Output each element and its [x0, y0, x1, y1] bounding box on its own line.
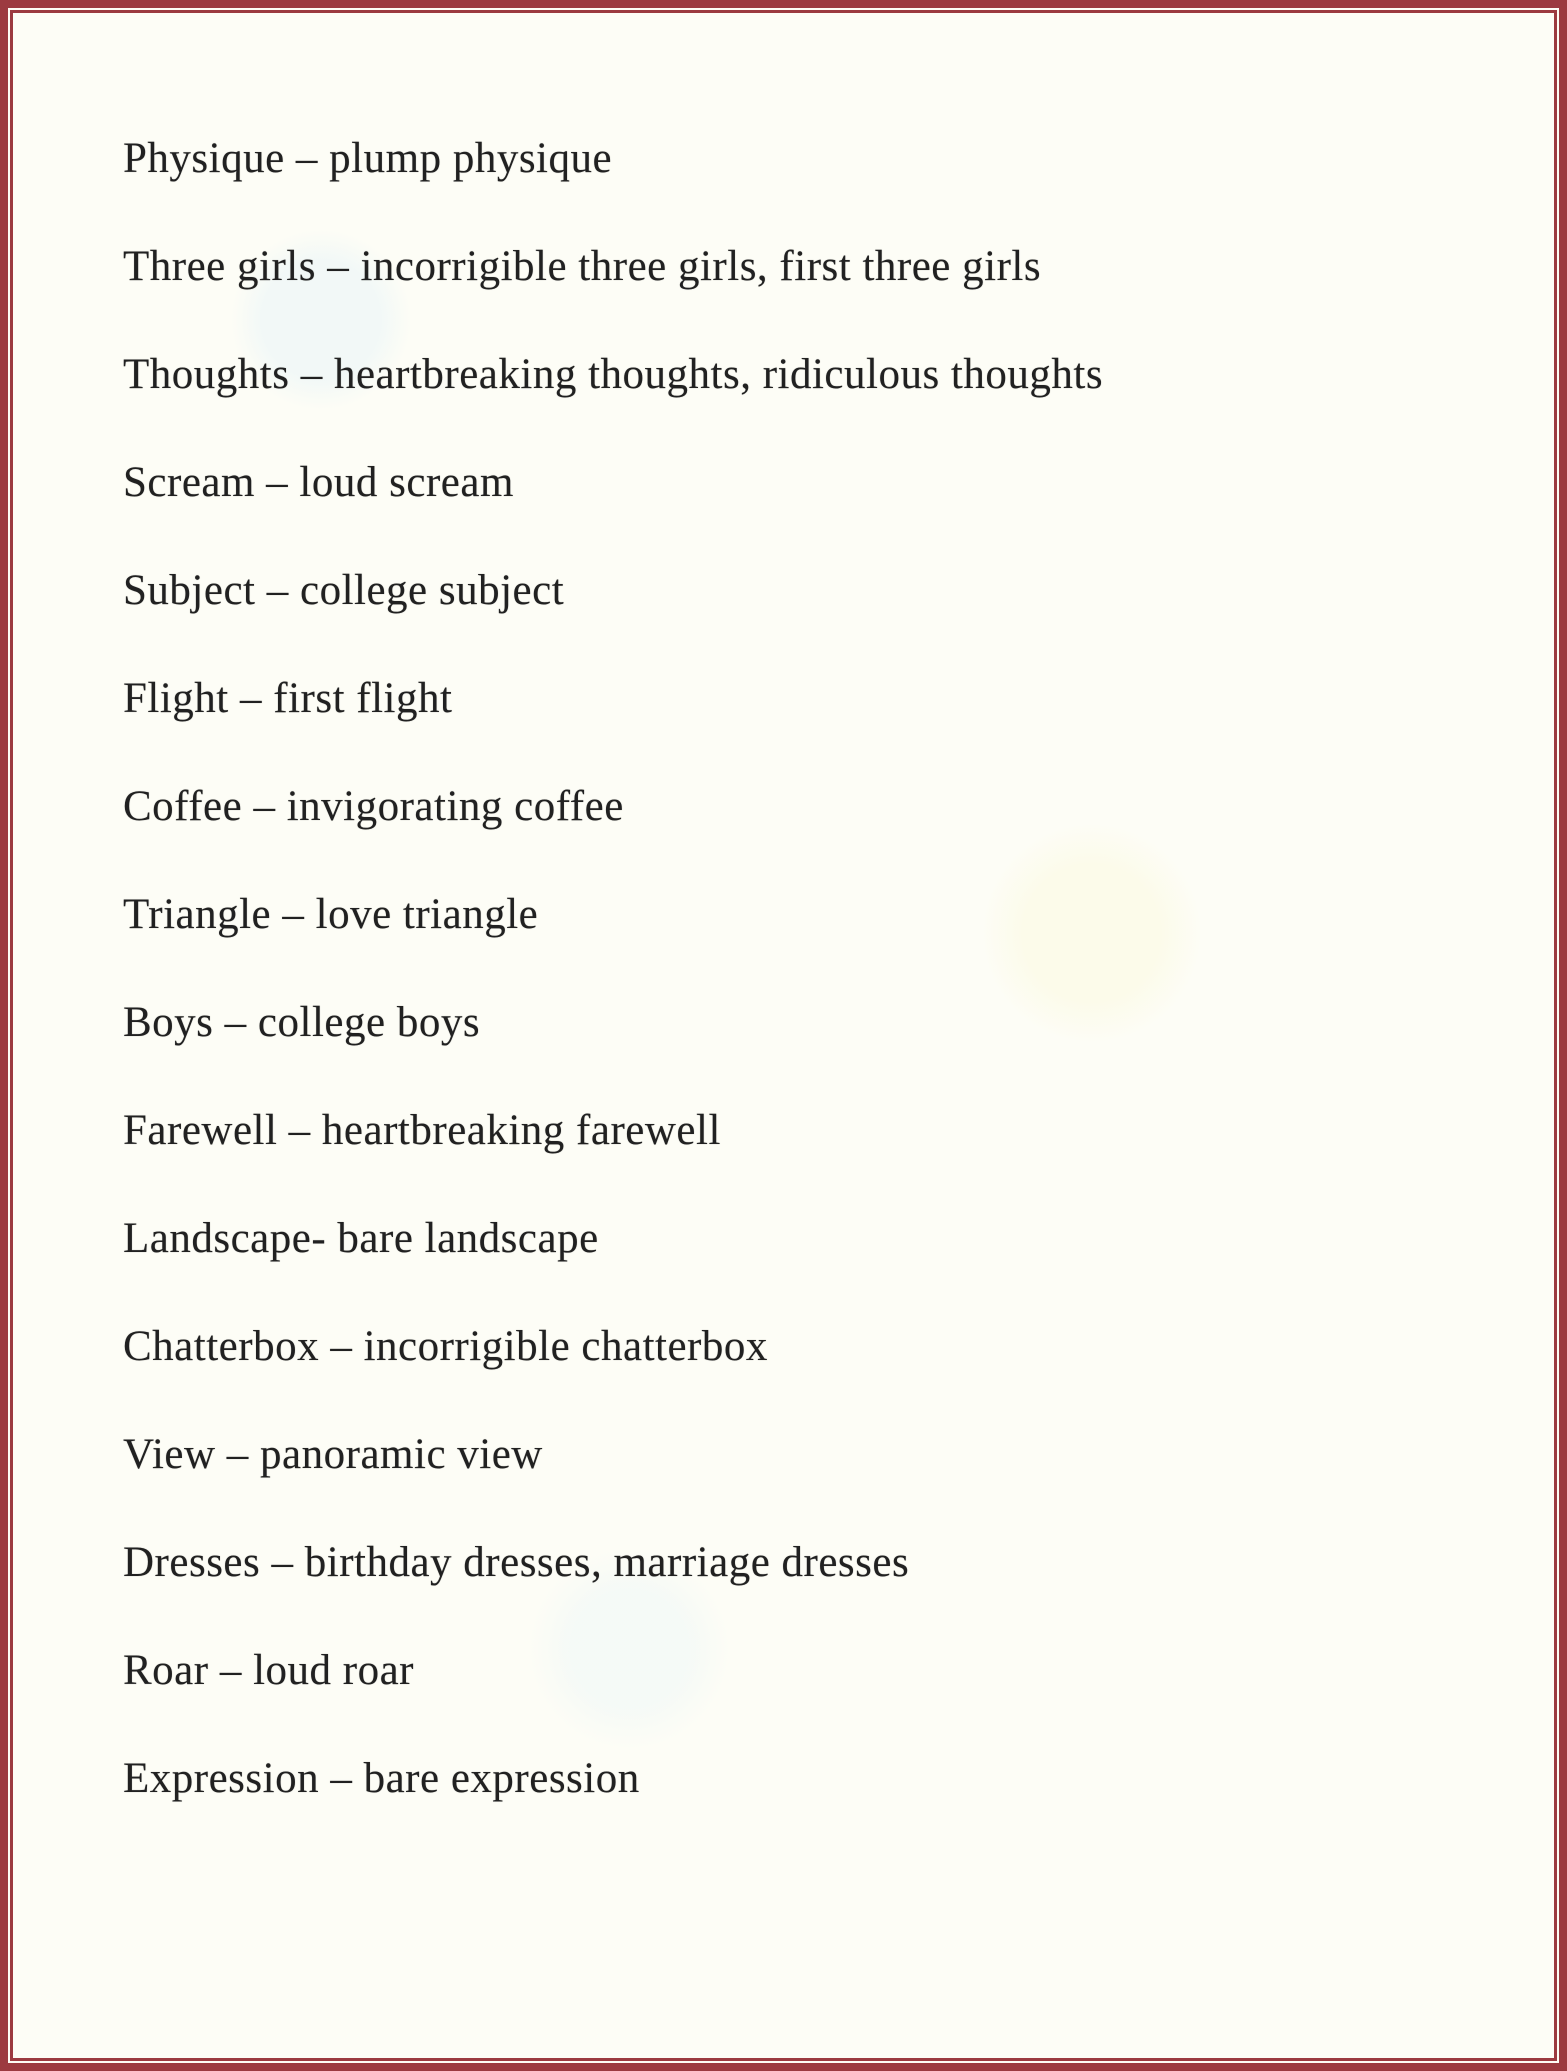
- word-pair-line: Thoughts – heartbreaking thoughts, ridiculous thoughts: [123, 351, 1104, 398]
- word-pair-line: Farewell – heartbreaking farewell: [123, 1107, 721, 1154]
- word-pair-line: Boys – college boys: [123, 999, 481, 1046]
- word-pair-line: Flight – first flight: [123, 675, 453, 722]
- word-pair-line: Chatterbox – incorrigible chatterbox: [123, 1323, 768, 1370]
- word-pair-line: Physique – plump physique: [123, 135, 613, 182]
- word-pair-line: Expression – bare expression: [123, 1755, 640, 1802]
- word-pair-line: Dresses – birthday dresses, marriage dresses: [123, 1539, 910, 1586]
- word-pair-line: Scream – loud scream: [123, 459, 514, 506]
- word-pair-line: Roar – loud roar: [123, 1647, 415, 1694]
- word-pair-line: Landscape- bare landscape: [123, 1215, 599, 1262]
- word-pair-line: Triangle – love triangle: [123, 891, 539, 938]
- page-border-inner: [10, 10, 1557, 2061]
- word-pair-line: View – panoramic view: [123, 1431, 543, 1478]
- word-pair-line: Three girls – incorrigible three girls, first three girls: [123, 243, 1042, 290]
- word-pair-line: Coffee – invigorating coffee: [123, 783, 624, 830]
- word-pair-line: Subject – college subject: [123, 567, 565, 614]
